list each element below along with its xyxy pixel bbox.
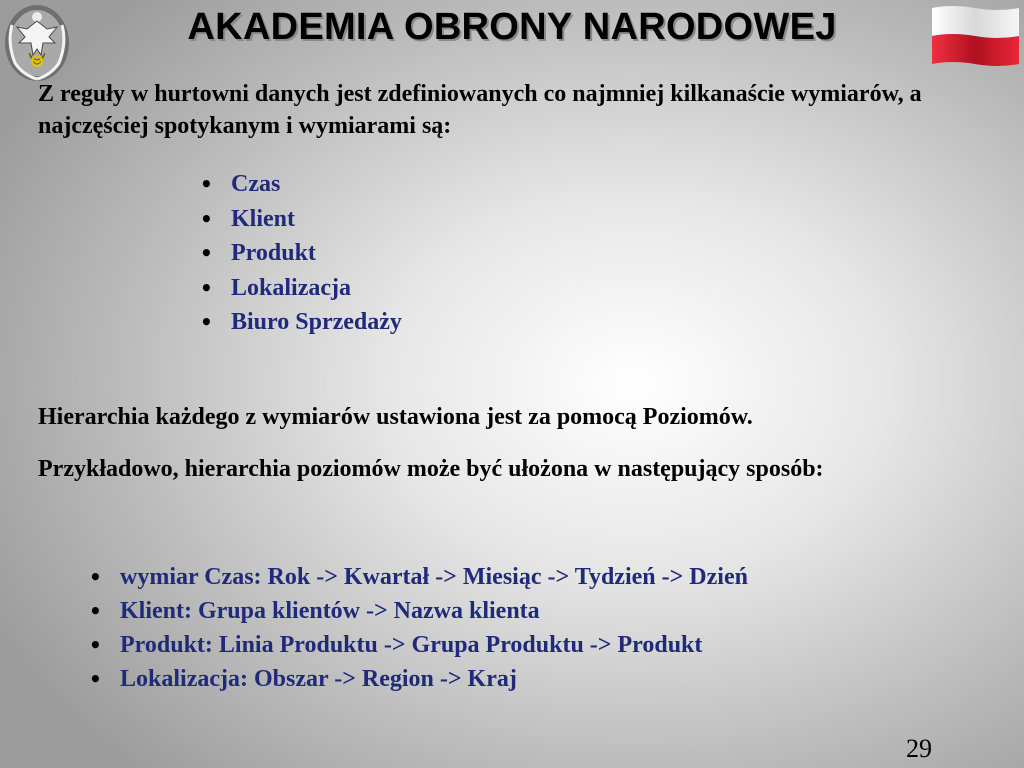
list-item: [89, 663, 748, 697]
bullet-icon: •: [89, 599, 102, 623]
hierarchy-label: Lokalizacja: Obszar -> Region -> Kraj: [120, 666, 517, 692]
hierarchy-label: wymiar Czas: Rok -> Kwartał -> Miesiąc -> Tydzień -> Dzień: [120, 564, 748, 590]
dimension-label: Lokalizacja: [231, 274, 351, 301]
intro-paragraph: Z reguły w hurtowni danych jest zdefiniowanych co najmniej kilkanaście wymiarów, a najczęściej spotykanym i wymiarami są:: [38, 81, 922, 139]
list-item: [200, 306, 402, 341]
hierarchies-list: [89, 561, 748, 697]
bullet-icon: •: [200, 206, 213, 231]
page-title: AKADEMIA OBRONY NARODOWEJ: [187, 6, 837, 48]
example-paragraph: Przykładowo, hierarchia poziomów może być ułożona w następujący sposób:: [38, 456, 824, 482]
list-item: [89, 595, 748, 629]
list-item: [200, 203, 402, 238]
hierarchy-label: Produkt: Linia Produktu -> Grupa Produktu -> Produkt: [120, 632, 703, 658]
page-number: 29: [906, 734, 932, 763]
dimension-label: Produkt: [231, 240, 316, 266]
hierarchy-paragraph: Hierarchia każdego z wymiarów ustawiona jest za pomocą Poziomów.: [38, 404, 753, 430]
bullet-icon: •: [200, 241, 213, 265]
hierarchy-label: Klient: Grupa klientów -> Nazwa klienta: [120, 598, 540, 624]
bullet-icon: •: [89, 667, 102, 691]
dimension-label: Biuro Sprzedaży: [231, 309, 402, 335]
bullet-icon: •: [200, 275, 213, 300]
bullet-icon: •: [200, 172, 213, 196]
bullet-icon: •: [89, 565, 102, 589]
bullet-icon: •: [89, 633, 102, 657]
list-item: [200, 272, 402, 307]
list-item: [200, 237, 402, 272]
list-item: [89, 629, 748, 663]
list-item: [200, 168, 402, 203]
list-item: [89, 561, 748, 595]
polish-flag-icon: [930, 4, 1021, 66]
dimension-label: Klient: [231, 205, 295, 232]
dimension-label: Czas: [231, 171, 281, 197]
bullet-icon: •: [200, 310, 213, 334]
dimensions-list: [200, 168, 402, 341]
